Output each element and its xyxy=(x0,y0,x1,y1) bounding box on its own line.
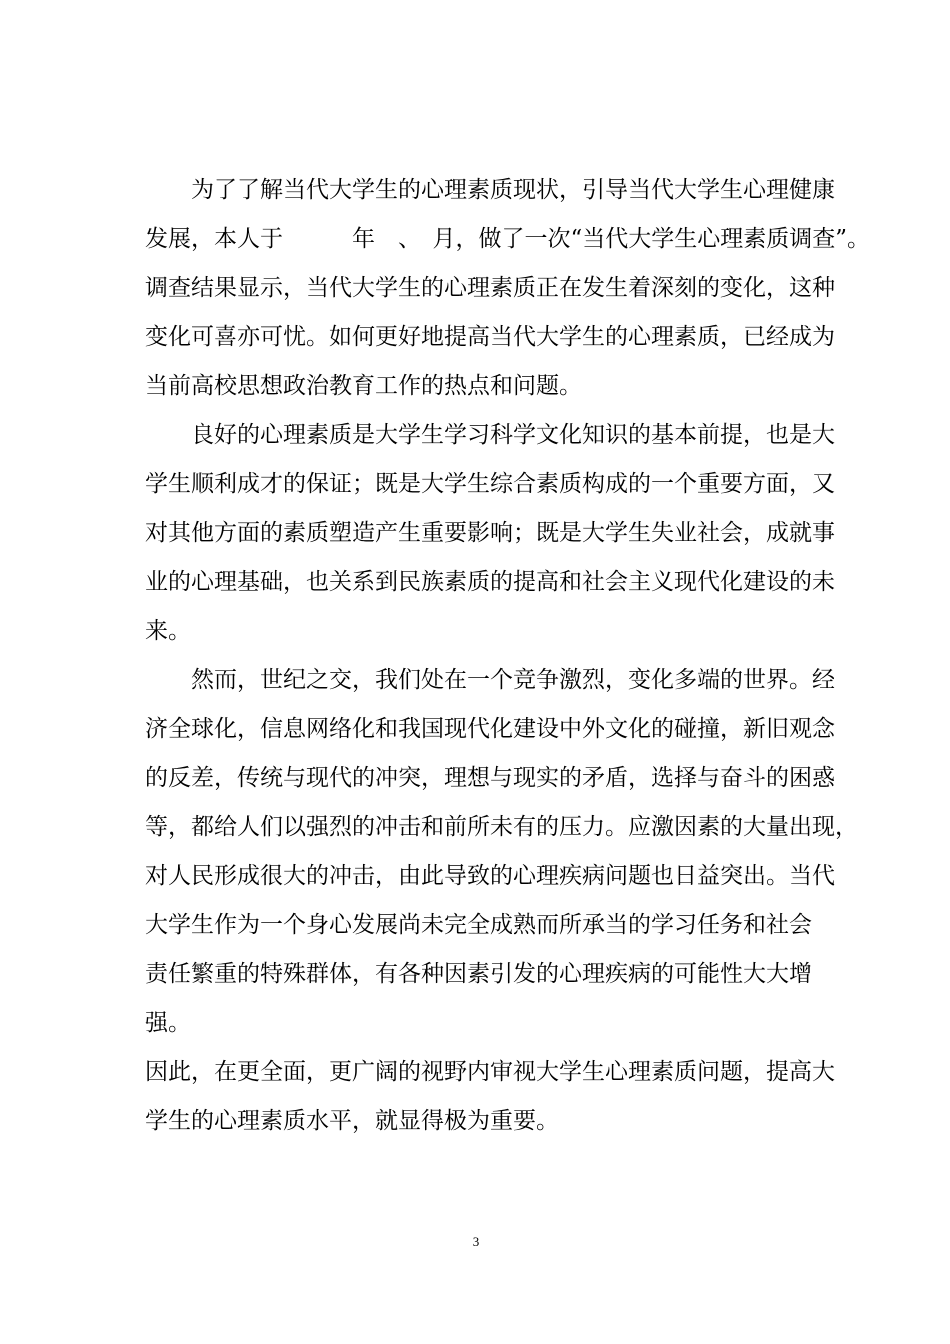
text-line: 济全球化，信息网络化和我国现代化建设中外文化的碰撞，新旧观念 xyxy=(145,716,835,742)
text-line: 当前高校思想政治教育工作的热点和问题。 xyxy=(145,373,582,399)
text-line: 学生的心理素质水平，就显得极为重要。 xyxy=(145,1108,559,1134)
text-line: 因此，在更全面，更广阔的视野内审视大学生心理素质问题，提高大 xyxy=(145,1059,835,1085)
text-line: 变化可喜亦可忧。如何更好地提高当代大学生的心理素质，已经成为 xyxy=(145,324,835,350)
text-line: 业的心理基础，也关系到民族素质的提高和社会主义现代化建设的未 xyxy=(145,569,835,595)
text-line: 学生顺利成才的保证；既是大学生综合素质构成的一个重要方面，又 xyxy=(145,471,835,497)
paragraph-3 xyxy=(145,656,858,1048)
text-line: 对其他方面的素质塑造产生重要影响；既是大学生失业社会，成就事 xyxy=(145,520,835,546)
paragraph-1 xyxy=(145,166,871,411)
text-line: 为了了解当代大学生的心理素质现状，引导当代大学生心理健康 xyxy=(145,177,835,203)
text-line: 对人民形成很大的冲击，由此导致的心理疾病问题也日益突出。当代 xyxy=(145,863,835,889)
body-text xyxy=(145,166,871,1146)
text-line: 然而，世纪之交，我们处在一个竞争激烈，变化多端的世界。经 xyxy=(145,667,835,693)
text-line: 发展，本人于 年 、 月，做了一次“当代大学生心理素质调查”。 xyxy=(145,226,871,252)
text-line: 的反差，传统与现代的冲突，理想与现实的矛盾，选择与奋斗的困惑 xyxy=(145,765,835,791)
text-line: 责任繁重的特殊群体，有各种因素引发的心理疾病的可能性大大增 xyxy=(145,961,812,987)
page-number: 3 xyxy=(472,1234,480,1249)
paragraph-4 xyxy=(145,1048,835,1146)
text-line: 调查结果显示，当代大学生的心理素质正在发生着深刻的变化，这种 xyxy=(145,275,835,301)
text-line: 等，都给人们以强烈的冲击和前所未有的压力。应激因素的大量出现， xyxy=(145,814,858,840)
text-line: 强。 xyxy=(145,1010,191,1036)
text-line: 大学生作为一个身心发展尚未完全成熟而所承当的学习任务和社会 xyxy=(145,912,812,938)
text-line: 来。 xyxy=(145,618,191,644)
text-line: 良好的心理素质是大学生学习科学文化知识的基本前提，也是大 xyxy=(145,422,835,448)
paragraph-2 xyxy=(145,411,835,656)
